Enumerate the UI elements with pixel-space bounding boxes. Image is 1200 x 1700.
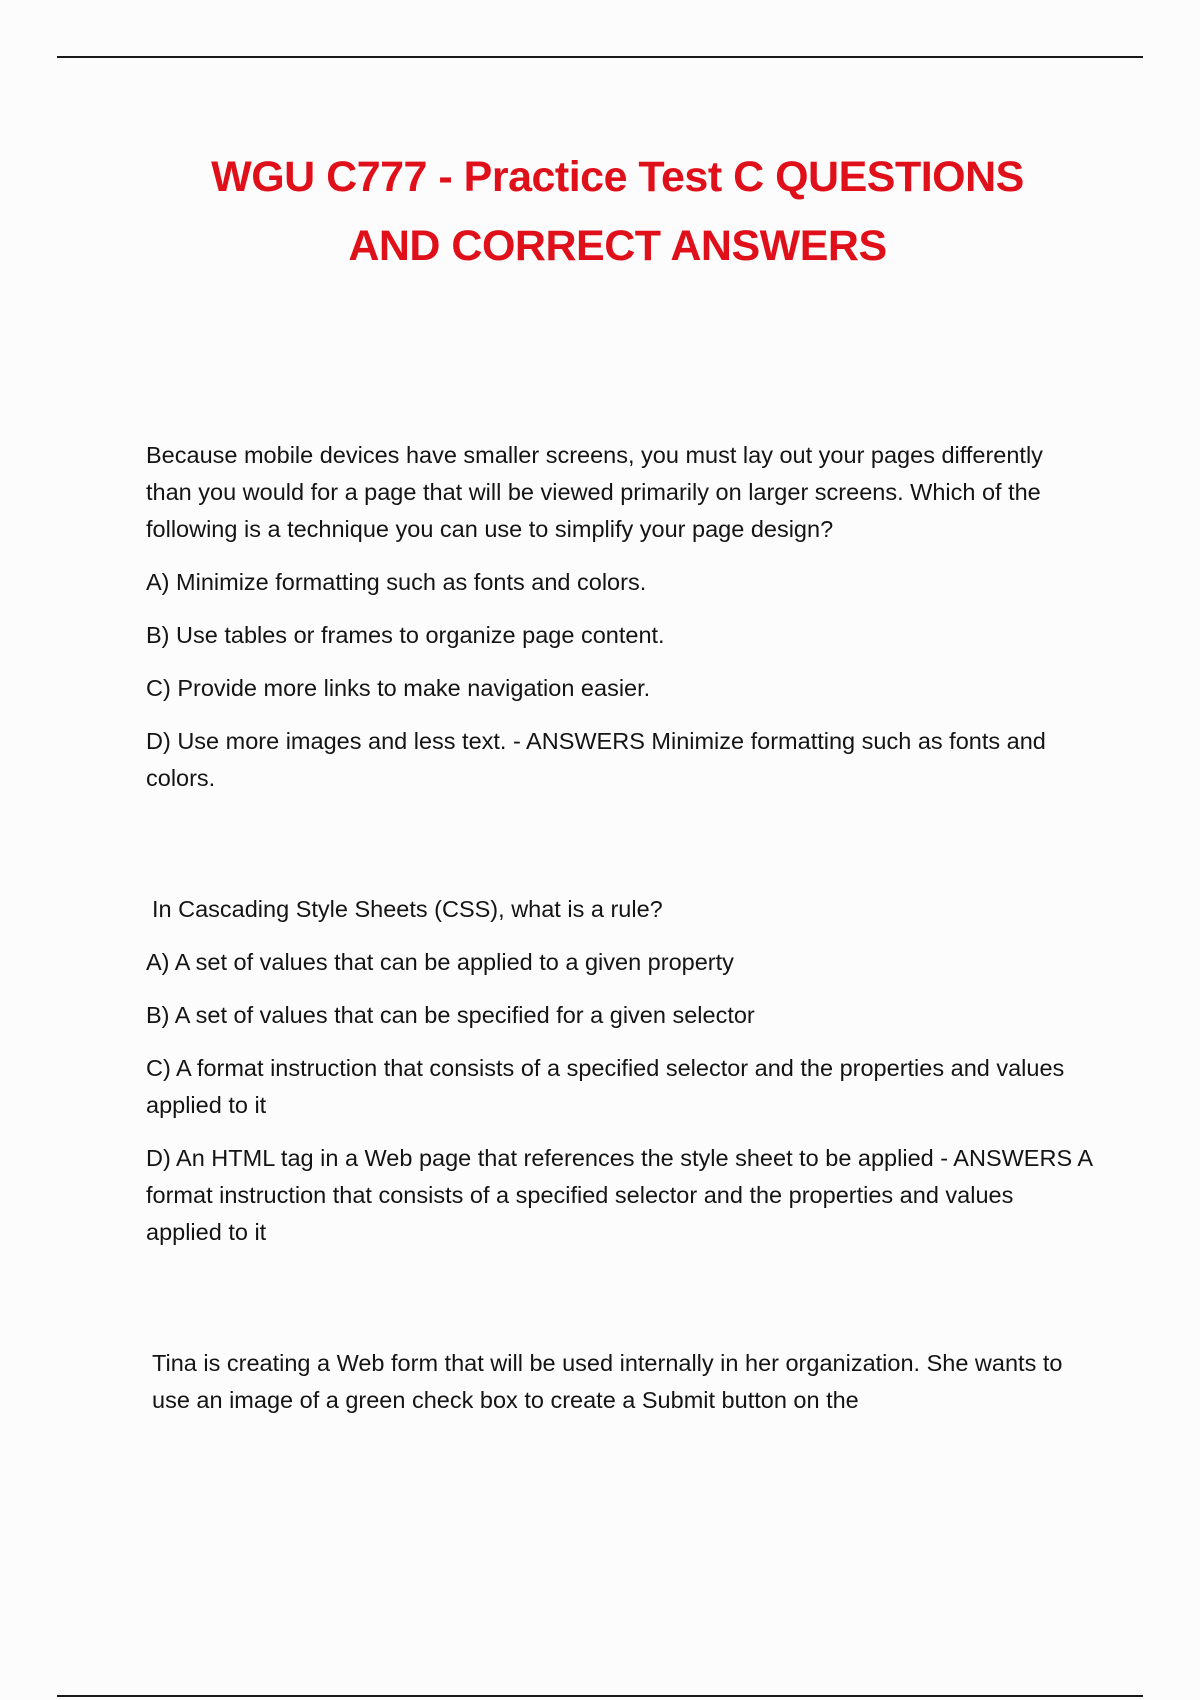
question-2-text: In Cascading Style Sheets (CSS), what is a rule? (152, 896, 663, 922)
question-1-option-c: C) Provide more links to make navigation easier. (146, 675, 651, 701)
question-2-option-b: B) A set of values that can be specified for a given selector (146, 1002, 755, 1028)
top-rule (57, 56, 1143, 58)
question-1-text: Because mobile devices have smaller screens, you must lay out your pages differently than you would for a page that will be viewed primarily on larger screens. Which of the following is a technique you can use to simplify your page design? (146, 442, 1043, 542)
title-line-1: WGU C777 - Practice Test C QUESTIONS (211, 153, 1024, 201)
title-line-2: AND CORRECT ANSWERS (348, 222, 887, 270)
spacer (146, 813, 1094, 891)
question-2-option-a: A) A set of values that can be applied to a given property (146, 949, 734, 975)
question-1-option-d-answer: D) Use more images and less text. - ANSWERS Minimize formatting such as fonts and colors. (146, 728, 1046, 791)
bottom-rule (57, 1695, 1143, 1697)
document-title (60, 143, 1175, 281)
question-1-option-a: A) Minimize formatting such as fonts and colors. (146, 569, 647, 595)
question-2-option-c: C) A format instruction that consists of a specified selector and the properties and values applied to it (146, 1055, 1065, 1118)
question-1-option-b: B) Use tables or frames to organize page content. (146, 622, 665, 648)
document-body (146, 437, 1094, 1435)
spacer (146, 1267, 1094, 1345)
question-2-option-d-answer: D) An HTML tag in a Web page that references the style sheet to be applied - ANSWERS A format instruction that consists of a specified selector and the properties and values applied to it (146, 1145, 1092, 1245)
question-3-text: Tina is creating a Web form that will be used internally in her organization. She wants to use an image of a green check box to create a Submit button on the (152, 1350, 1063, 1413)
